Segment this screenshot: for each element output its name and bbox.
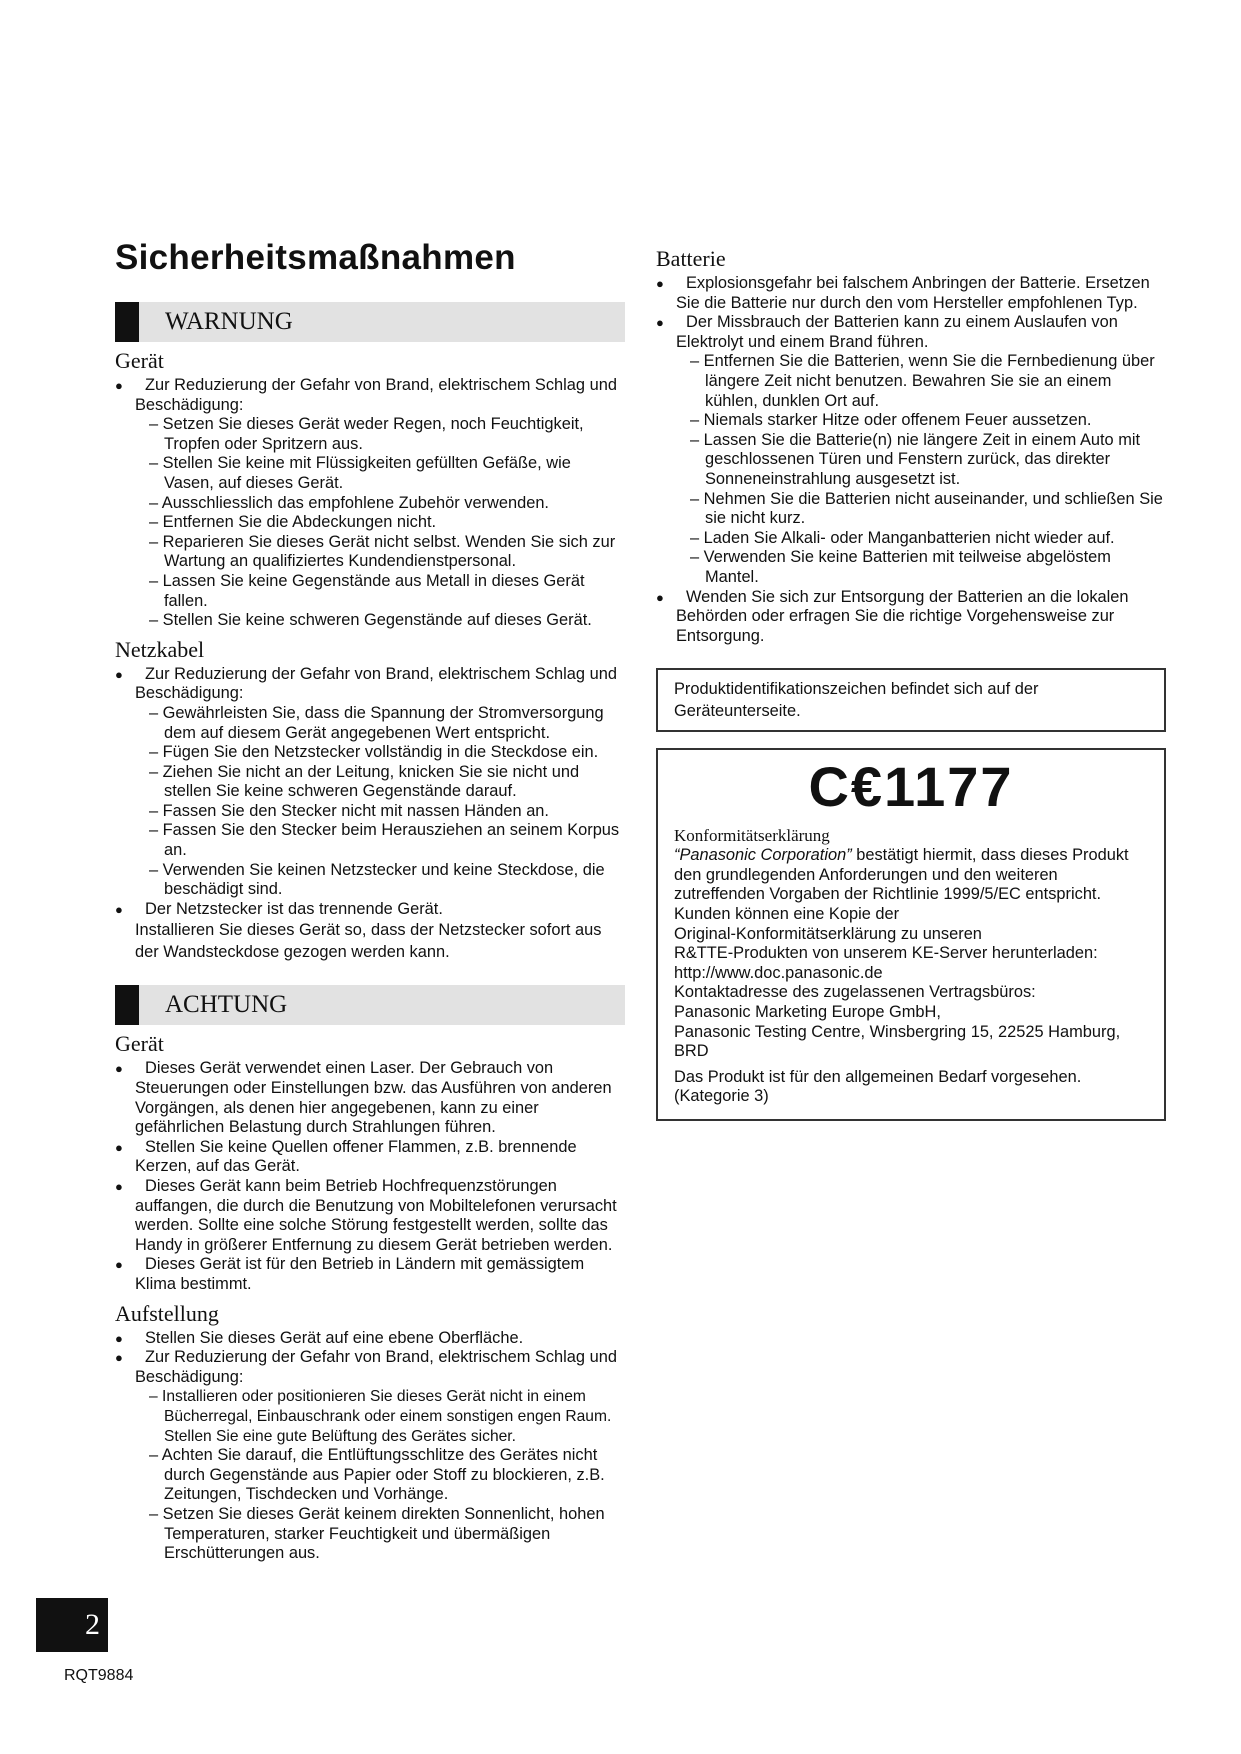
- section-heading-geraet: Gerät: [115, 1031, 164, 1057]
- page-number: 2: [36, 1598, 108, 1652]
- bullet-text: Der Netzstecker ist das trennende Gerät.: [145, 899, 443, 918]
- achtung-bar: [115, 985, 625, 1025]
- bullet-item: [115, 665, 625, 900]
- dash-item: – Lassen Sie keine Gegenstände aus Metall in dieses Gerät fallen.: [135, 572, 625, 611]
- page-title: Sicherheitsmaßnahmen: [115, 238, 516, 277]
- bullet-text: Dieses Gerät verwendet einen Laser. Der Gebrauch von Steuerungen oder Einstellungen bzw. das Ausführen von anderen Vorgängen, als denen hier angegebenen, kann zu einer gefährlichen Belastung durch Strahlungen führen.: [135, 1059, 612, 1137]
- bullet-text: Der Missbrauch der Batterien kann zu einem Auslaufen von Elektrolyt und einem Brand führen.: [676, 313, 1118, 351]
- bullet-text: Stellen Sie dieses Gerät auf eine ebene Oberfläche.: [145, 1328, 524, 1347]
- copy-line: Kunden können eine Kopie der: [674, 905, 900, 924]
- bullet-item: [656, 313, 1166, 587]
- copy-line: R&TTE-Produkten von unserem KE-Server herunterladen:: [674, 944, 1098, 963]
- bullet-text: Zur Reduzierung der Gefahr von Brand, elektrischem Schlag und Beschädigung:: [135, 376, 617, 414]
- dash-item: – Lassen Sie die Batterie(n) nie längere Zeit in einem Auto mit geschlossenen Türen und Fenstern zurück, das direkter Sonneneinstrahlung ausgesetzt ist.: [676, 431, 1166, 490]
- caution-block-icon: [115, 985, 139, 1025]
- bullet-item: [115, 1255, 625, 1294]
- bullet-text: Dieses Gerät kann beim Betrieb Hochfrequenzstörungen auffangen, die durch die Benutzung von Mobiltelefonen verursacht werden. Sollte eine solche Störung festgestellt werden, sollte das Handy in größerer Entfernung zu diesem Gerät betrieben werden.: [135, 1177, 617, 1254]
- dash-item: – Installieren oder positionieren Sie dieses Gerät nicht in einem Bücherregal, Einbauschrank oder einem sonstigen engen Raum. Stellen Sie eine gute Belüftung des Gerätes sicher.: [135, 1387, 625, 1446]
- dash-item: – Fügen Sie den Netzstecker vollständig in die Steckdose ein.: [135, 743, 625, 763]
- warnung-geraet-list: [115, 376, 625, 631]
- dash-item: – Ausschliesslich das empfohlene Zubehör verwenden.: [135, 494, 625, 514]
- conformity-heading: Konformitätserklärung: [674, 826, 830, 846]
- warning-block-icon: [115, 302, 139, 342]
- bullet-item: [115, 1059, 625, 1137]
- warnung-bar: [115, 302, 625, 342]
- left-column: [115, 238, 625, 1570]
- dash-item: – Stellen Sie keine schweren Gegenstände auf dieses Gerät.: [135, 611, 625, 631]
- bullet-item: [656, 274, 1166, 313]
- conformity-box: [656, 748, 1166, 1121]
- warnung-label: WARNUNG: [165, 308, 293, 335]
- dash-item: – Verwenden Sie keinen Netzstecker und keine Steckdose, die beschädigt sind.: [135, 861, 625, 900]
- batterie-list: [656, 274, 1166, 646]
- document-code: RQT9884: [64, 1667, 134, 1684]
- bullet-item: [115, 900, 625, 964]
- bullet-text: Zur Reduzierung der Gefahr von Brand, elektrischem Schlag und Beschädigung:: [135, 664, 617, 703]
- dash-item: – Setzen Sie dieses Gerät weder Regen, noch Feuchtigkeit, Tropfen oder Spritzern aus.: [135, 415, 625, 454]
- dash-item: – Setzen Sie dieses Gerät keinem direkten Sonnenlicht, hohen Temperaturen, starker Feuchtigkeit und übermäßigen Erschütterungen aus.: [135, 1505, 625, 1564]
- dash-list: [676, 352, 1166, 587]
- conformity-declaration: [674, 846, 1148, 905]
- bullet-item: [656, 588, 1166, 647]
- section-heading-geraet: Gerät: [115, 348, 164, 373]
- dash-item: – Fassen Sie den Stecker beim Herausziehen an seinem Korpus an.: [135, 821, 625, 860]
- bullet-item: [115, 1177, 625, 1255]
- ce-mark-logo: C€1177: [808, 755, 1014, 819]
- contact-line: Panasonic Testing Centre, Winsbergring 15, 22525 Hamburg, BRD: [674, 1022, 1121, 1061]
- bullet-text: Wenden Sie sich zur Entsorgung der Batterien an die lokalen Behörden oder erfragen Sie die richtige Vorgehensweise zur Entsorgung.: [676, 587, 1129, 645]
- conformity-url-link[interactable]: http://www.doc.panasonic.de: [674, 963, 883, 982]
- dash-item: – Ziehen Sie nicht an der Leitung, knicken Sie sie nicht und stellen Sie keine schweren Gegenstände darauf.: [135, 763, 625, 802]
- dash-item: – Niemals starker Hitze oder offenem Feuer aussetzen.: [676, 411, 1166, 431]
- dash-list: [135, 704, 625, 900]
- bullet-text: Dieses Gerät ist für den Betrieb in Ländern mit gemässigtem Klima bestimmt.: [135, 1255, 585, 1293]
- achtung-label: ACHTUNG: [165, 991, 288, 1019]
- dash-item: – Gewährleisten Sie, dass die Spannung der Stromversorgung dem auf diesem Gerät angegebenen Wert entspricht.: [135, 704, 625, 743]
- bullet-item: [115, 1329, 625, 1349]
- right-column: [656, 246, 1166, 1121]
- bullet-text: Explosionsgefahr bei falschem Anbringen der Batterie. Ersetzen Sie die Batterie nur durch den vom Hersteller empfohlenen Typ.: [676, 274, 1150, 312]
- dash-list: [135, 415, 625, 631]
- product-id-text: Produktidentifikationszeichen befindet sich auf der Geräteunterseite.: [674, 680, 1039, 721]
- bullet-text: Stellen Sie keine Quellen offener Flammen, z.B. brennende Kerzen, auf das Gerät.: [135, 1137, 577, 1176]
- bullet-item: [115, 1348, 625, 1564]
- dash-item: – Stellen Sie keine mit Flüssigkeiten gefüllten Gefäße, wie Vasen, auf dieses Gerät.: [135, 454, 625, 493]
- dash-item: – Nehmen Sie die Batterien nicht auseinander, und schließen Sie sie nicht kurz.: [676, 490, 1166, 529]
- company-name: “Panasonic Corporation”: [674, 846, 852, 865]
- dash-item: – Achten Sie darauf, die Entlüftungsschlitze des Gerätes nicht durch Gegenstände aus Papier oder Stoff zu blockieren, z.B. Zeitungen, Tischdecken und Vorhänge.: [135, 1446, 625, 1505]
- contact-intro: Kontaktadresse des zugelassenen Vertragsbüros:: [674, 983, 1036, 1002]
- section-heading-netzkabel: Netzkabel: [115, 636, 205, 662]
- achtung-geraet-list: [115, 1059, 625, 1294]
- dash-list: [135, 1387, 625, 1563]
- dash-item: – Reparieren Sie dieses Gerät nicht selbst. Wenden Sie sich zur Wartung an qualifiziertes Kundendienstpersonal.: [135, 533, 625, 572]
- section-heading-batterie: Batterie: [656, 246, 726, 271]
- bullet-text: Zur Reduzierung der Gefahr von Brand, elektrischem Schlag und Beschädigung:: [135, 1348, 617, 1386]
- warnung-netzkabel-list: [115, 665, 625, 964]
- section-heading-aufstellung: Aufstellung: [115, 1300, 219, 1326]
- usage-text: Das Produkt ist für den allgemeinen Bedarf vorgesehen. (Kategorie 3): [674, 1067, 1082, 1106]
- dash-item: – Laden Sie Alkali- oder Manganbatterien nicht wieder auf.: [676, 529, 1166, 549]
- product-id-box: [656, 668, 1166, 732]
- copy-line: Original-Konformitätserklärung zu unseren: [674, 924, 982, 943]
- declaration-text: bestätigt hiermit, dass dieses Produkt den grundlegenden Anforderungen und den weiteren zutreffenden Vorgaben der Richtlinie 1999/5/EC entspricht.: [674, 846, 1129, 904]
- dash-item: – Entfernen Sie die Batterien, wenn Sie die Fernbedienung über längere Zeit nicht benutzen. Bewahren Sie sie an einem kühlen, dunklen Ort auf.: [676, 352, 1166, 411]
- dash-item: – Fassen Sie den Stecker nicht mit nassen Händen an.: [135, 802, 625, 822]
- aufstellung-list: [115, 1329, 625, 1564]
- dash-item: – Entfernen Sie die Abdeckungen nicht.: [135, 513, 625, 533]
- contact-line: Panasonic Marketing Europe GmbH,: [674, 1003, 941, 1022]
- bullet-item: [115, 1138, 625, 1177]
- dash-item: – Verwenden Sie keine Batterien mit teilweise abgelöstem Mantel.: [676, 548, 1166, 587]
- bullet-item: [115, 376, 625, 631]
- note-text: Installieren Sie dieses Gerät so, dass der Netzstecker sofort aus der Wandsteckdose gezogen werden kann.: [135, 921, 602, 962]
